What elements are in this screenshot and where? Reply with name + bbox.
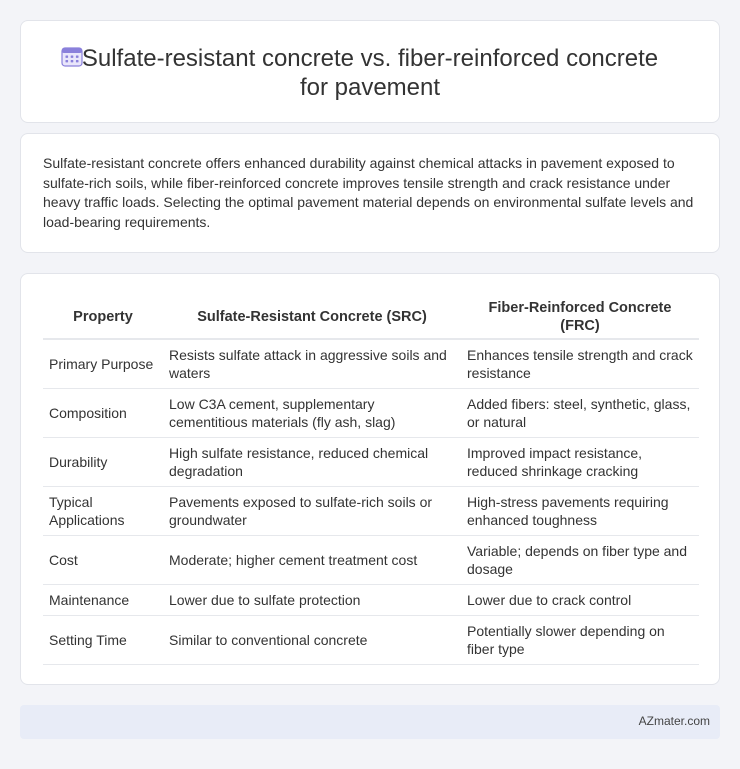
header-property: Property bbox=[43, 295, 163, 339]
cell-frc: Added fibers: steel, synthetic, glass, or natural bbox=[461, 388, 699, 437]
intro-card bbox=[20, 133, 720, 253]
table-row bbox=[43, 615, 699, 664]
cell-property: Setting Time bbox=[43, 615, 163, 664]
table-row bbox=[43, 339, 699, 388]
cell-frc: Variable; depends on fiber type and dosage bbox=[461, 535, 699, 584]
comparison-table bbox=[43, 295, 699, 665]
cell-frc: High-stress pavements requiring enhanced toughness bbox=[461, 486, 699, 535]
header-src: Sulfate-Resistant Concrete (SRC) bbox=[163, 295, 461, 339]
cell-property: Primary Purpose bbox=[43, 339, 163, 388]
cell-frc: Enhances tensile strength and crack resistance bbox=[461, 339, 699, 388]
cell-src: Pavements exposed to sulfate-rich soils or groundwater bbox=[163, 486, 461, 535]
intro-paragraph: Sulfate-resistant concrete offers enhanced durability against chemical attacks in pavement exposed to sulfate-rich soils, while fiber-reinforced concrete improves tensile strength and crack resistance under heavy traffic loads. Selecting the optimal pavement material depends on environmental sulfate levels and load-bearing requirements. bbox=[43, 155, 694, 231]
cell-property: Cost bbox=[43, 535, 163, 584]
cell-src: High sulfate resistance, reduced chemical degradation bbox=[163, 437, 461, 486]
cell-src: Similar to conventional concrete bbox=[163, 615, 461, 664]
cell-property: Durability bbox=[43, 437, 163, 486]
cell-frc: Potentially slower depending on fiber type bbox=[461, 615, 699, 664]
cell-property: Composition bbox=[43, 388, 163, 437]
cell-frc: Lower due to crack control bbox=[461, 584, 699, 615]
table-row bbox=[43, 584, 699, 615]
comparison-table-card bbox=[20, 273, 720, 685]
header-frc: Fiber-Reinforced Concrete (FRC) bbox=[461, 295, 699, 339]
cell-frc: Improved impact resistance, reduced shrinkage cracking bbox=[461, 437, 699, 486]
table-row bbox=[43, 388, 699, 437]
footer-bar bbox=[20, 705, 720, 739]
table-row bbox=[43, 437, 699, 486]
title-card bbox=[20, 20, 720, 123]
cell-src: Resists sulfate attack in aggressive soils and waters bbox=[163, 339, 461, 388]
cell-src: Low C3A cement, supplementary cementitious materials (fly ash, slag) bbox=[163, 388, 461, 437]
table-row bbox=[43, 535, 699, 584]
footer-brand[interactable]: AZmater.com bbox=[638, 714, 710, 728]
table-header-row bbox=[43, 295, 699, 339]
cell-src: Lower due to sulfate protection bbox=[163, 584, 461, 615]
cell-src: Moderate; higher cement treatment cost bbox=[163, 535, 461, 584]
cell-property: Typical Applications bbox=[43, 486, 163, 535]
page-title: Sulfate-resistant concrete vs. fiber-reinforced concrete for pavement bbox=[81, 45, 659, 101]
cell-property: Maintenance bbox=[43, 584, 163, 615]
table-row bbox=[43, 486, 699, 535]
